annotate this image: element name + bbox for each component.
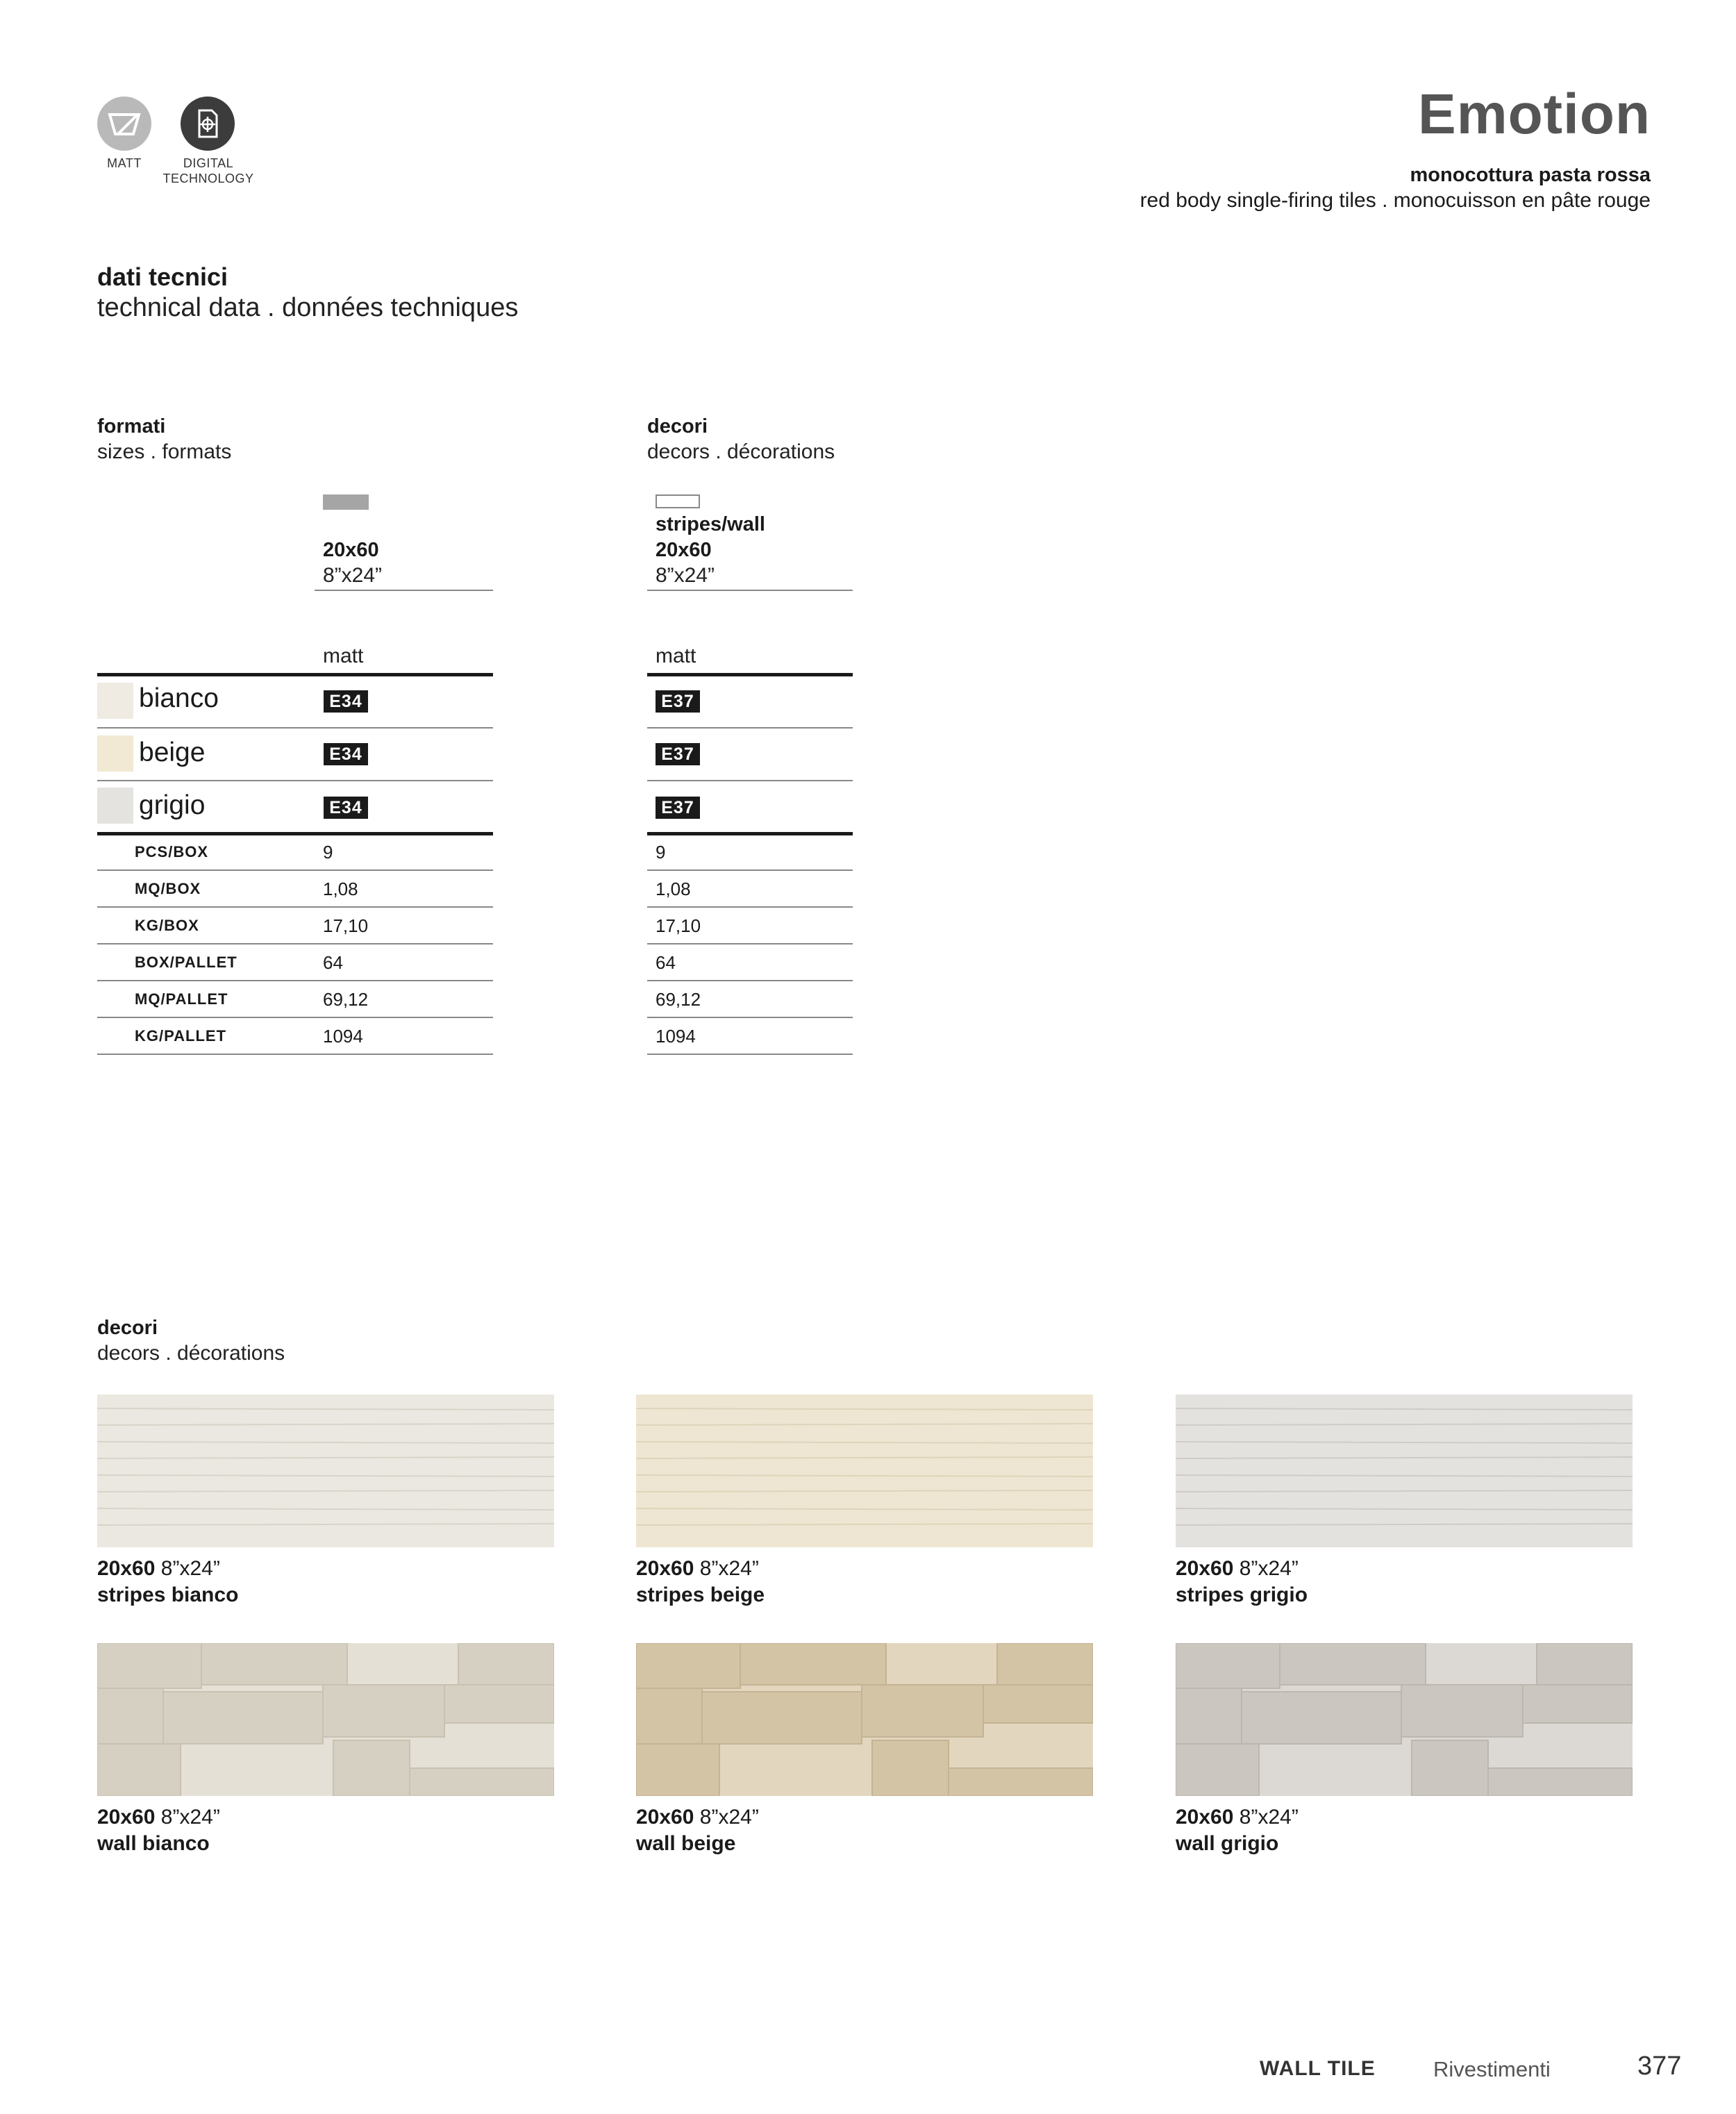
page-title: Emotion: [1418, 83, 1651, 146]
packaging-label: KG/PALLET: [135, 1027, 227, 1044]
decor-shape-icon: [656, 494, 700, 508]
formati-heading: formati: [97, 415, 166, 438]
swatch-grigio: [97, 788, 133, 824]
decor-tile-wall-grigio: [1176, 1643, 1633, 1796]
decor-caption-size: 20x60 8”x24”: [1176, 1557, 1299, 1580]
footer-category-italian: Rivestimenti: [1433, 2057, 1551, 2081]
packaging-label: BOX/PALLET: [135, 954, 237, 971]
product-code: E37: [656, 743, 700, 765]
decori-name: stripes/wall: [656, 513, 765, 535]
product-code: E37: [656, 797, 700, 819]
formati-size-metric: 20x60: [323, 539, 379, 561]
decor-caption-name: wall bianco: [97, 1832, 210, 1855]
packaging-value: 9: [323, 842, 333, 863]
packaging-value: 1094: [656, 1026, 696, 1047]
technical-data-heading: dati tecnici: [97, 263, 228, 291]
packaging-label: PCS/BOX: [135, 843, 209, 860]
subtitle-italian: monocottura pasta rossa: [1410, 164, 1651, 186]
packaging-label: KG/BOX: [135, 917, 199, 934]
decor-caption-name: wall beige: [636, 1832, 736, 1855]
decor-caption-size: 20x60 8”x24”: [1176, 1806, 1299, 1829]
decor-caption-name: stripes grigio: [1176, 1583, 1308, 1606]
decor-caption-name: wall grigio: [1176, 1832, 1279, 1855]
decori-size-metric: 20x60: [656, 539, 712, 561]
footer-category: WALL TILE: [1260, 2057, 1376, 2080]
decors-section-subheading: decors . décorations: [97, 1342, 285, 1365]
packaging-value: 1094: [323, 1026, 363, 1047]
matt-icon: [97, 97, 151, 151]
decor-tile-stripes-beige: [636, 1395, 1093, 1547]
size-shape-icon: [323, 494, 369, 510]
decor-caption-size: 20x60 8”x24”: [97, 1806, 220, 1829]
product-code: E34: [324, 690, 368, 713]
packaging-value: 1,08: [323, 879, 358, 899]
digital-technology-label: DIGITAL TECHNOLOGY: [162, 156, 254, 185]
subtitle-english-french: red body single-firing tiles . monocuisson en pâte rouge: [1140, 189, 1651, 212]
packaging-label: MQ/PALLET: [135, 990, 228, 1008]
packaging-value: 1,08: [656, 879, 691, 899]
color-name: beige: [139, 738, 206, 767]
technical-data-subheading: technical data . données techniques: [97, 293, 519, 322]
packaging-value: 17,10: [656, 915, 701, 936]
decor-tile-wall-bianco: [97, 1643, 554, 1796]
page-number: 377: [1637, 2051, 1682, 2081]
decor-caption-name: stripes bianco: [97, 1583, 239, 1606]
product-code: E37: [656, 690, 700, 713]
decor-tile-wall-beige: [636, 1643, 1093, 1796]
decor-tile-stripes-grigio: [1176, 1395, 1633, 1547]
color-name: grigio: [139, 790, 206, 820]
color-name: bianco: [139, 683, 219, 713]
decors-section-heading: decori: [97, 1317, 158, 1339]
packaging-value: 64: [323, 952, 343, 973]
formati-size-imperial: 8”x24”: [323, 564, 383, 587]
packaging-value: 17,10: [323, 915, 369, 936]
matt-icon-label: MATT: [107, 156, 142, 170]
decor-caption-size: 20x60 8”x24”: [636, 1806, 759, 1829]
decor-tile-stripes-bianco: [97, 1395, 554, 1547]
decor-caption-size: 20x60 8”x24”: [636, 1557, 759, 1580]
decori-size-imperial: 8”x24”: [656, 564, 715, 587]
digital-technology-icon: [181, 97, 235, 151]
decori-heading: decori: [647, 415, 708, 438]
swatch-bianco: [97, 683, 133, 719]
packaging-value: 64: [656, 952, 676, 973]
packaging-value: 69,12: [656, 989, 701, 1010]
decor-caption-size: 20x60 8”x24”: [97, 1557, 220, 1580]
decori-subheading: decors . décorations: [647, 440, 835, 463]
packaging-value: 9: [656, 842, 666, 863]
packaging-label: MQ/BOX: [135, 880, 201, 897]
decor-caption-name: stripes beige: [636, 1583, 765, 1606]
decori-finish: matt: [656, 644, 696, 667]
swatch-beige: [97, 735, 133, 772]
product-code: E34: [324, 797, 368, 819]
formati-finish: matt: [323, 644, 364, 667]
formati-subheading: sizes . formats: [97, 440, 232, 463]
packaging-value: 69,12: [323, 989, 369, 1010]
product-code: E34: [324, 743, 368, 765]
